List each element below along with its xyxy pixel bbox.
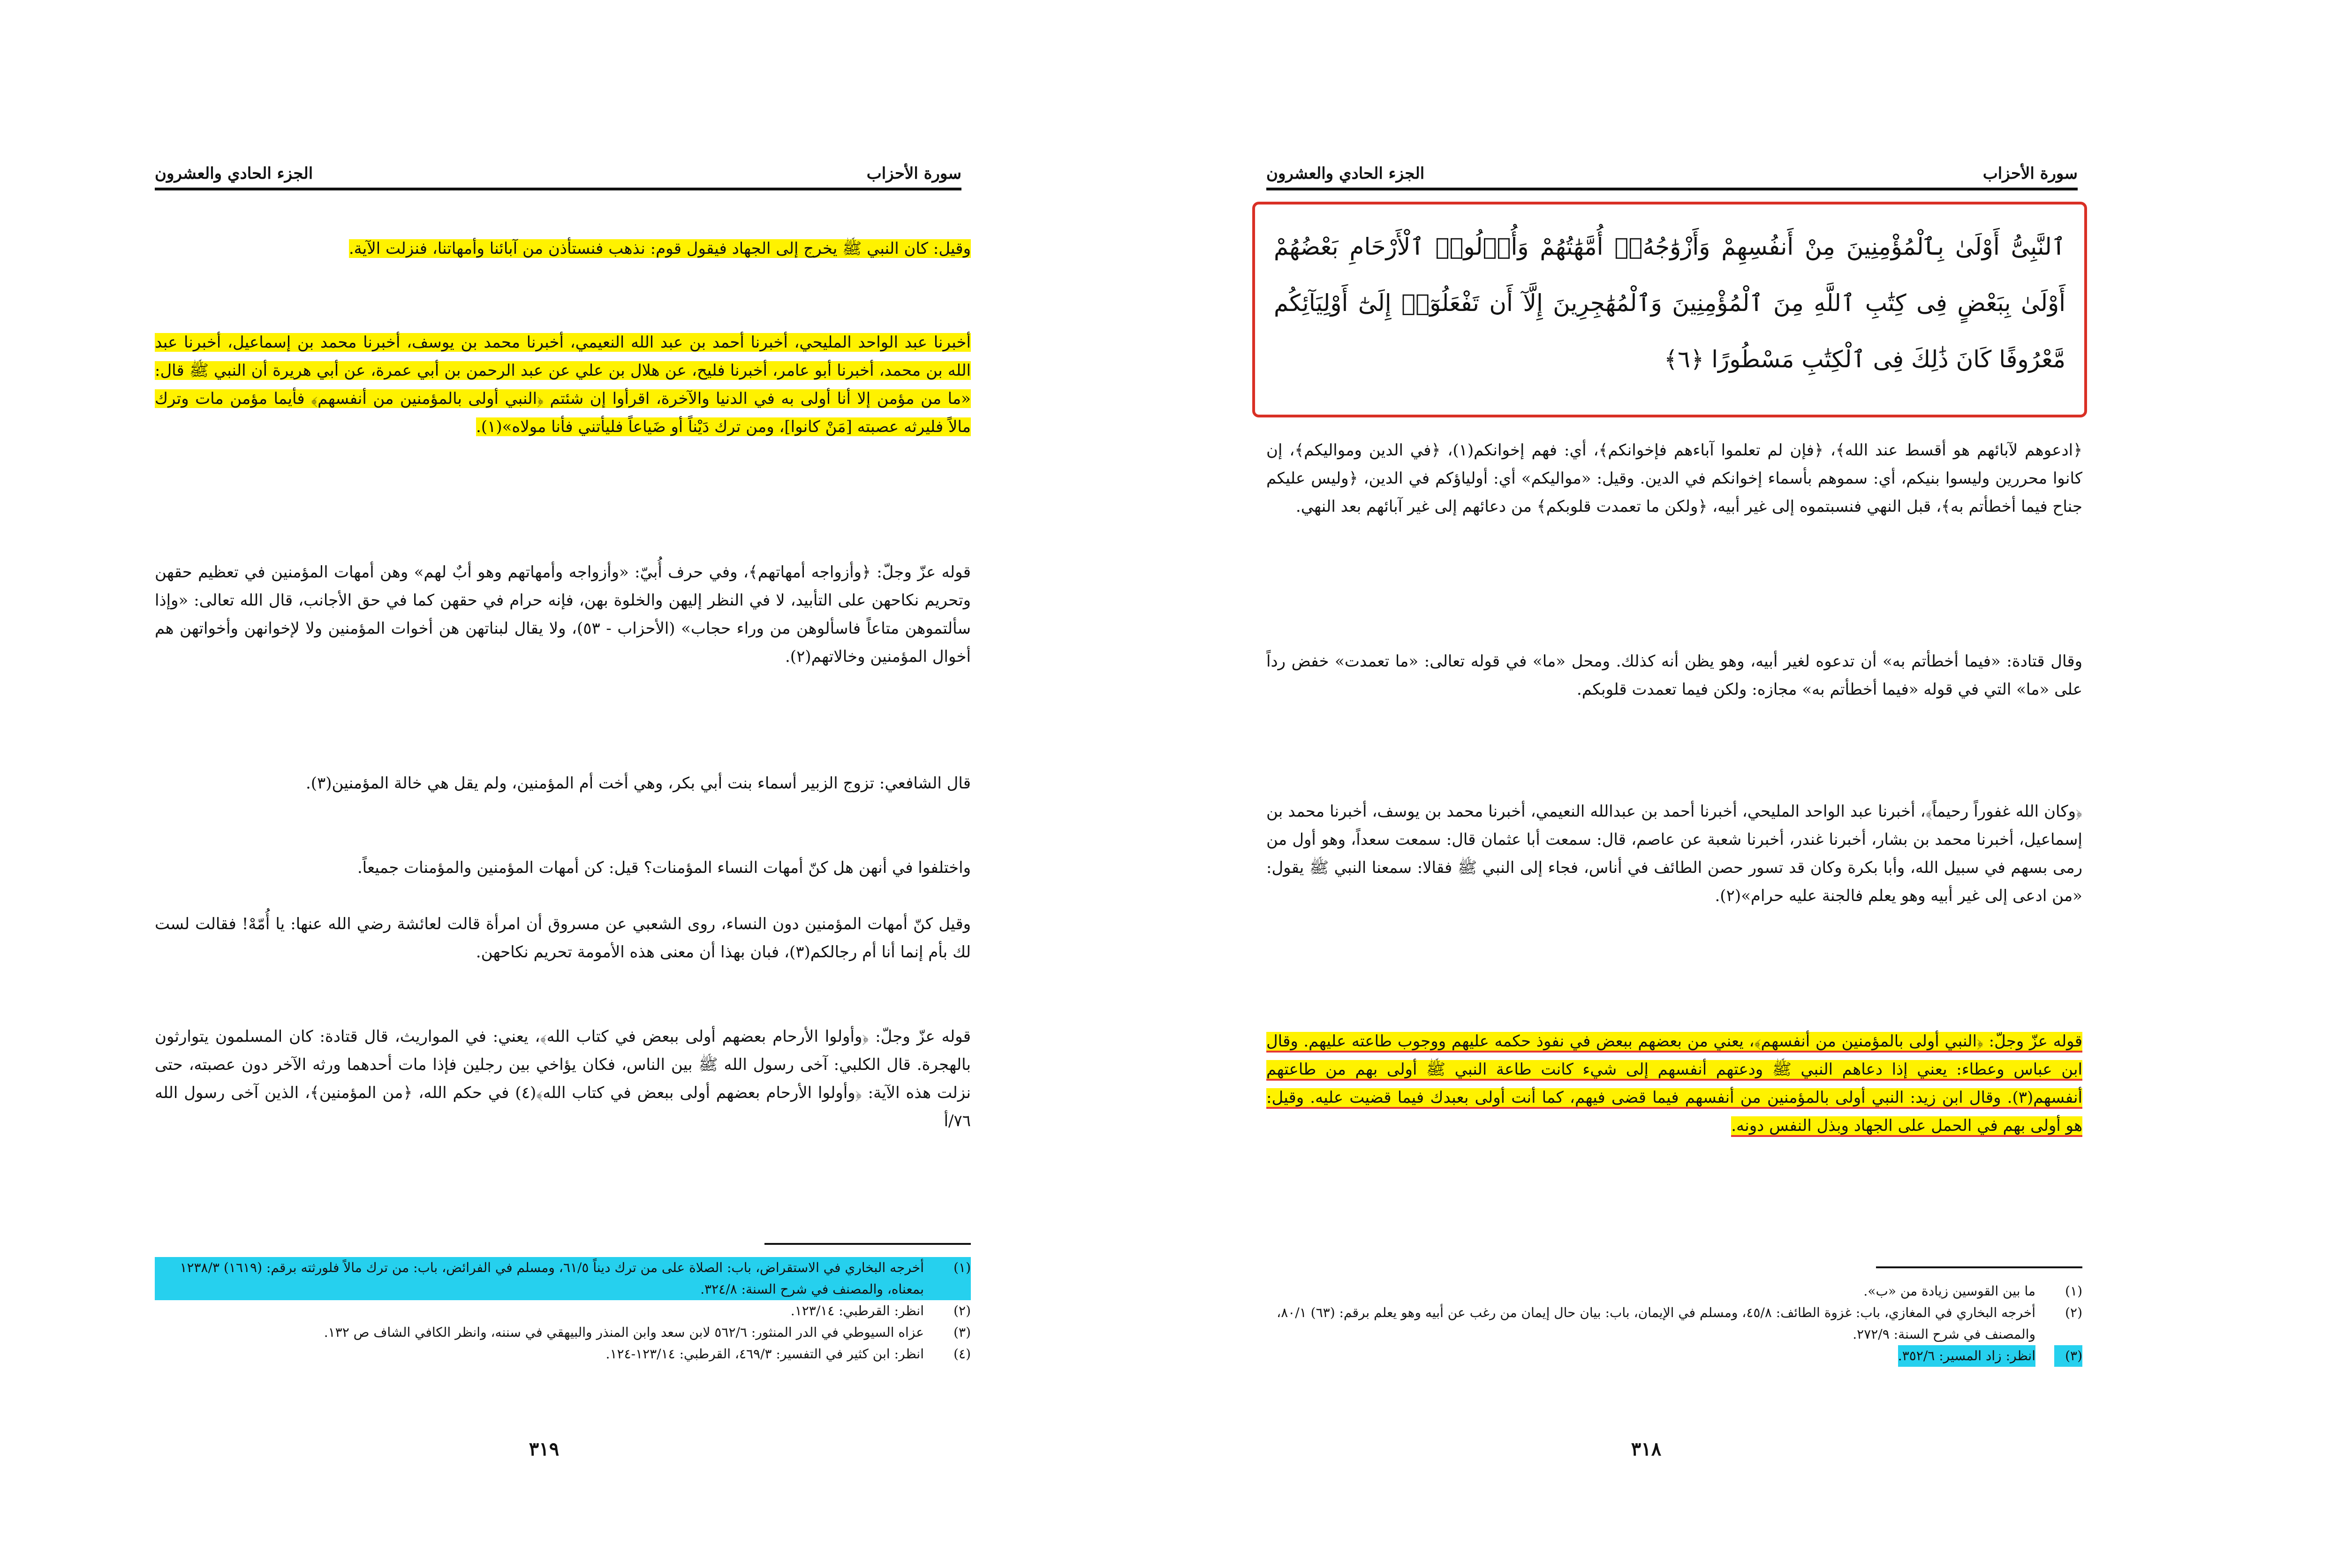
footnote-3: (٣) عزاه السيوطي في الدر المنثور: ٥٦٢/٦ لابن سعد وابن المنذر والبيهقي في سننه، وانظر الكافي الشاف ص ١٣٢. <box>324 1325 971 1340</box>
footnote-4: (٤) انظر: ابن كثير في التفسير: ٤٦٩/٣، القرطبي: ١٢٣/١٤-١٢٤. <box>605 1346 971 1362</box>
footnote-1: (١) ما بين القوسين زيادة من «ب». <box>1863 1283 2082 1299</box>
footnote-1: (١) أخرجه البخاري في الاستقراض، باب: الصلاة على من ترك ديناً ٦١/٥، ومسلم في الفرائض، باب: من ترك مالاً فلورثته برقم: (١٦١٩) ١٢٣٨/٣ بمعناه، والمصنف في شرح السنة: ٣٢٤/٨. <box>155 1257 971 1300</box>
quran-verse-box <box>1252 202 2087 417</box>
running-header <box>1266 155 2078 190</box>
header-juz: الجزء الحادي والعشرون <box>1266 164 1425 183</box>
running-header <box>155 155 961 190</box>
footnote-separator <box>1876 1266 2082 1268</box>
footnotes <box>1266 1280 2082 1367</box>
paragraph-text: ﴿ادعوهم لآبائهم هو أقسط عند الله﴾، ﴿فإن لم تعلموا آباءهم فإخوانكم﴾، أي: فهم إخوانكم(١)، ﴿في الدين ومواليكم﴾، إن كانوا محررين وليسوا بنيكم، أي: سموهم بأسماء إخوانكم في الدين. وقيل: «مواليكم» أي: أولياؤكم في الدين، ﴿وليس عليكم جناح فيما أخطأتم به﴾، قبل النهي فنسبتموه إلى غير أبيه، ﴿ولكن ما تعمدت قلوبكم﴾ من دعائهم إلى غير آبائهم بعد النهي. <box>1266 441 2082 516</box>
page-number: ٣١٩ <box>529 1438 560 1460</box>
title-page <box>2186 0 2345 1568</box>
page-number: ٣١٨ <box>1631 1438 1662 1460</box>
footnote-3: (٣) انظر: زاد المسير: ٣٥٢/٦. <box>1266 1345 2082 1367</box>
paragraph-text: وقيل كنّ أمهات المؤمنين دون النساء، روى الشعبي عن مسروق أن امرأة قالت لعائشة رضي الله عنها: يا أُمّهْ! فقالت لست لك بأم إنما أنا أم رجالكم(٣)، فبان بهذا أن معنى هذه الأمومة تحريم نكاحهن. <box>155 915 971 962</box>
paragraph-5 <box>155 854 971 882</box>
footnote-2: (٢) انظر: القرطبي: ١٢٣/١٤. <box>790 1303 971 1318</box>
paragraph-text: ﴿وكان الله غفوراً رحيماً﴾، أخبرنا عبد الواحد المليحي، أخبرنا أحمد بن عبدالله النعيمي، أخبرنا محمد بن يوسف، أخبرنا محمد بن إسماعيل، أخبرنا محمد بن بشار، أخبرنا غندر، أخبرنا شعبة عن عاصم، قال: سمعت أبا عثمان قال: سمعت سعداً، وهو أول من رمى بسهم في سبيل الله، وأبا بكرة وكان قد تسور حصن الطائف في أناس، فجاء إلى النبي ﷺ فقالا: سمعنا النبي ﷺ يقول: «من ادعى إلى غير أبيه وهو يعلم فالجنة عليه حرام»(٢). <box>1266 802 2082 905</box>
paragraph-3 <box>155 558 971 671</box>
highlighted-text: وقيل: كان النبي ﷺ يخرج إلى الجهاد فيقول قوم: نذهب فنستأذن من آبائنا وأمهاتنا، فنزلت الآية. <box>348 239 971 258</box>
quran-verse: ٱلنَّبِىُّ أَوْلَىٰ بِٱلْمُؤْمِنِينَ مِنْ أَنفُسِهِمْ وَأَزْوَٰجُهُۥٓ أُمَّهَٰتُهُمْ وَأُو۟لُوا۟ ٱلْأَرْحَامِ بَعْضُهُمْ أَوْلَىٰ بِبَعْضٍ فِى كِتَٰبِ ٱللَّهِ مِنَ ٱلْمُؤْمِنِينَ وَٱلْمُهَٰجِرِينَ إِلَّآ أَن تَفْعَلُوٓا۟ إِلَىٰٓ أَوْلِيَآئِكُم مَّعْرُوفًا كَانَ ذَٰلِكَ فِى ٱلْكِتَٰبِ مَسْطُورًا ﴿٦﴾ <box>1274 233 2065 373</box>
paragraph-1 <box>1266 436 2082 521</box>
paragraph-3 <box>1266 797 2082 910</box>
paragraph-text: واختلفوا في أنهن هل كنّ أمهات النساء المؤمنات؟ قيل: كن أمهات المؤمنين والمؤمنات جميعاً. <box>357 858 971 877</box>
paragraph-4 <box>155 769 971 797</box>
footnote-2: (٢) أخرجه البخاري في المغازي، باب: غزوة الطائف: ٤٥/٨، ومسلم في الإيمان، باب: بيان حال إيمان من رغب عن أبيه وهو يعلم برقم: (٦٣) ٨٠/١، والمصنف في شرح السنة: ٢٧٢/٩. <box>1277 1305 2082 1342</box>
footnotes <box>155 1257 971 1365</box>
paragraph-2 <box>155 328 971 441</box>
header-surah: سورة الأحزاب <box>1982 164 2078 183</box>
paragraph-text: وقال قتادة: «فيما أخطأتم به» أن تدعوه لغير أبيه، وهو يظن أنه كذلك. ومحل «ما» في قوله تعالى: «ما تعمدت» خفض رداً على «ما» التي في قوله «فيما أخطأتم به» مجازه: ولكن فيما تعمدت قلوبكم. <box>1266 652 2082 699</box>
header-surah: سورة الأحزاب <box>866 164 961 183</box>
highlighted-text: أخبرنا عبد الواحد المليحي، أخبرنا أحمد بن عبد الله النعيمي، أخبرنا محمد بن يوسف، أخبرنا محمد بن إسماعيل، أخبرنا عبد الله بن محمد، أخبرنا أبو عامر، أخبرنا فليح، عن هلال بن علي عن عبد الرحمن بن أبي عمرة، عن أبي هريرة أن النبي ﷺ قال: «ما من مؤمن إلا أنا أولى به في الدنيا والآخرة، اقرأوا إن شئتم ﴿النبي أولى بالمؤمنين من أنفسهم﴾ فأيما مؤمن مات وترك مالاً فليرثه عصبته [مَنْ كانوا]، ومن ترك دَيْناً أو ضَياعاً فليأتني فأنا مولاه»(١). <box>155 333 971 436</box>
footnote-separator <box>764 1243 971 1245</box>
page-319 <box>0 0 1093 1568</box>
highlighted-text: قوله عزّ وجلّ: ﴿النبي أولى بالمؤمنين من أنفسهم﴾، يعني من بعضهم ببعض في نفوذ حكمه عليهم ووجوب طاعته عليهم. وقال ابن عباس وعطاء: يعني إذا دعاهم النبي ﷺ ودعتهم أنفسهم إلى شيء كانت طاعة النبي ﷺ أولى بهم من طاعتهم أنفسهم(٣). وقال ابن زيد: النبي أولى بالمؤمنين من أنفسهم فيما قضى فيهم، كما أنت أولى بعبدك فيما قضيت عليه. وقيل: هو أولى بهم في الحمل على الجهاد وبذل النفس دونه. <box>1266 1032 2082 1137</box>
paragraph-text: قال الشافعي: تزوج الزبير أسماء بنت أبي بكر، وهي أخت أم المؤمنين، ولم يقل هي خالة المؤمنين(٣). <box>305 774 971 793</box>
paragraph-2 <box>1266 647 2082 704</box>
page-318 <box>1093 0 2186 1568</box>
paragraph-text: قوله عزّ وجلّ: ﴿وأولوا الأرحام بعضهم أولى ببعض في كتاب الله﴾، يعني: في المواريث، قال قتادة: كان المسلمون يتوارثون بالهجرة. قال الكلبي: آخى رسول الله ﷺ بين الناس، فكان يؤاخي بين رجلين فإذا مات أحدهما ورثه الآخر دون عصبته، حتى نزلت هذه الآية: ﴿وأولوا الأرحام بعضهم أولى ببعض في كتاب الله﴾(٤) في حكم الله، ﴿من المؤمنين﴾، الذين آخى رسول الله ٧٦/أ <box>155 1027 971 1130</box>
paragraph-4 <box>1266 1027 2082 1140</box>
paragraph-6 <box>155 910 971 966</box>
paragraph-text: قوله عزّ وجلّ: ﴿وأزواجه أمهاتهم﴾، وفي حرف أُبيّ: «وأزواجه وأمهاتهم وهو أبٌ لهم» وهن أمهات المؤمنين في تعظيم حقهن وتحريم نكاحهن على التأبيد، لا في النظر إليهن والخلوة بهن، فإنه حرام في حقهن كما في حق الأجانب، قال الله تعالى: «وإذا سألتموهن متاعاً فاسألوهن من وراء حجاب» (الأحزاب - ٥٣)، ولا يقال لبناتهن هن أخوات المؤمنين ولا لإخوانهن وأخواتهن هم أخوال المؤمنين وخالاتهم(٢). <box>155 563 971 666</box>
paragraph-7 <box>155 1023 971 1135</box>
paragraph-1 <box>155 235 971 263</box>
header-juz: الجزء الحادي والعشرون <box>155 164 313 183</box>
